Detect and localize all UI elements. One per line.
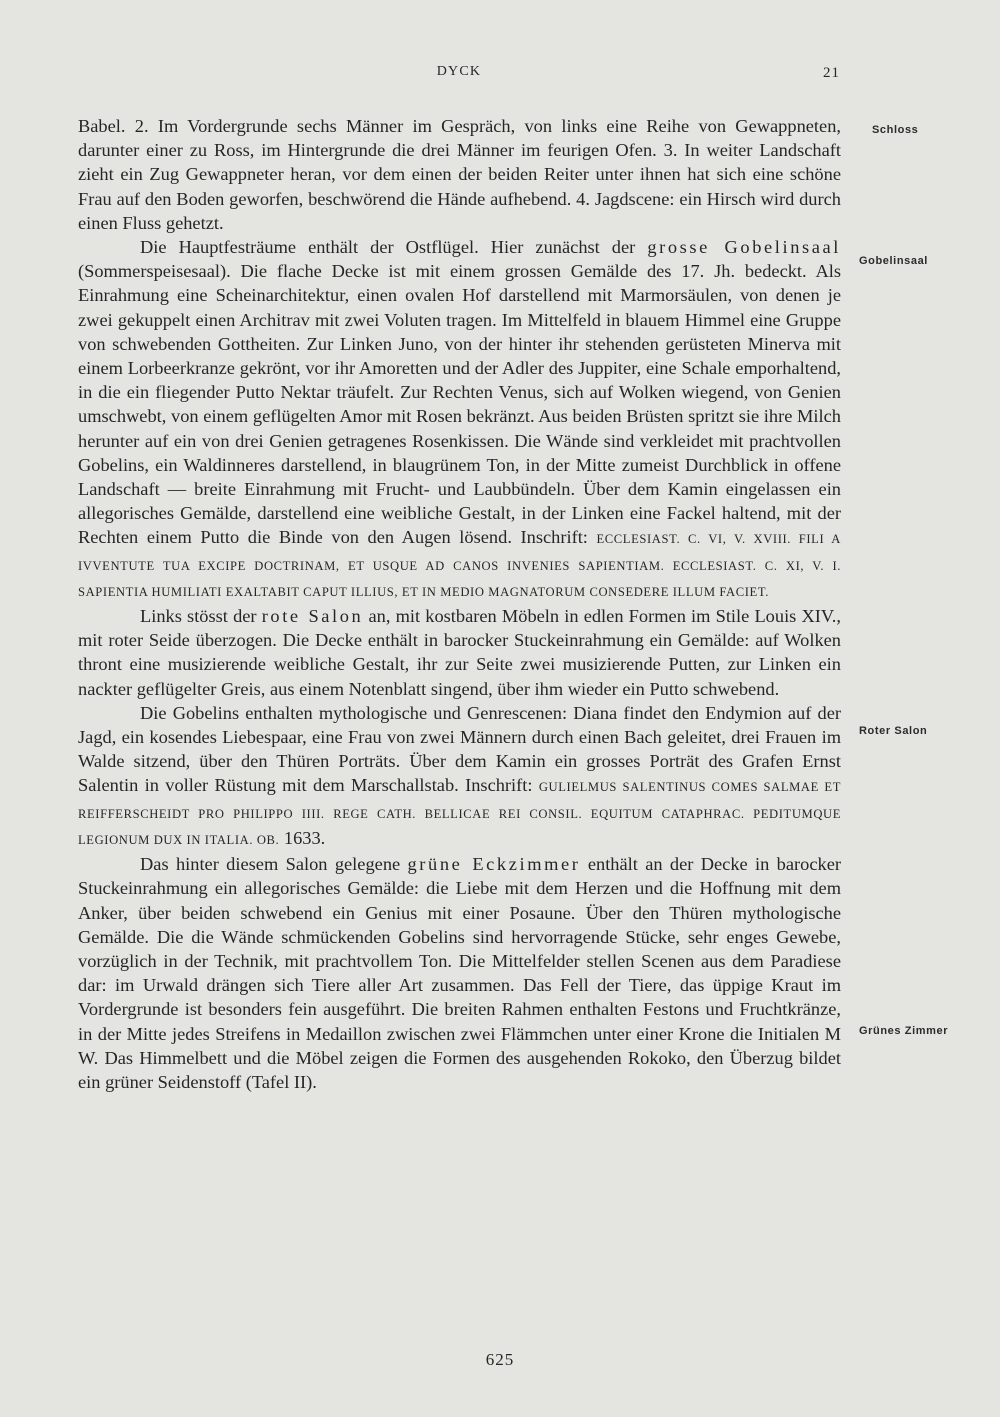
paragraph-roter-salon (78, 604, 841, 701)
paragraph-text: enthält an der Decke in barocker Stuckeinrahmung ein allegorisches Gemälde: die Liebe mit dem Herzen und die Hoffnung mit dem Anker, über beiden schwebend ein Genius mit einer Posaune. Über den Thüren mythologische Gemälde. Die die Wände schmückenden Gobelins sind hervorragende Stücke, sehr enges Gewebe, vorzüglich in der Technik, mit prachtvollem Ton. Die Mittelfelder stellen Scenen aus dem Paradiese dar: im Urwald drängen sich Tiere aller Art zusammen. Das Fell der Tiere, das üppige Kraut im Vordergrunde ist besonders fein ausgeführt. Die breiten Rahmen enthalten Festons und Fruchtkränze, in der Mitte jedes Streifens in Medaillon zwischen zwei Flämmchen unter einer Krone die Initialen M W. Das Himmelbett und die Möbel zeigen die Formen des ausgehenden Rokoko, den Überzug bildet ein grüner Seidenstoff (Tafel II). (78, 854, 841, 1092)
paragraph-babel (78, 114, 841, 235)
paragraph-lead: Das hinter diesem Salon gelegene (140, 854, 408, 875)
inscription-year: 1633. (283, 827, 326, 848)
page-number: 21 (823, 65, 840, 81)
paragraph-gobelins (78, 701, 841, 852)
margin-note-roter-salon: Roter Salon (859, 725, 928, 737)
footer-page-number: 625 (485, 1350, 515, 1369)
paragraph-gruenes-eckzimmer (78, 852, 841, 1094)
paragraph-text: Die Gobelins enthalten mythologische und Genrescenen: Diana findet den Endymion auf der Jagd, ein kosendes Liebespaar, eine Frau von zwei Männern durch einen Bach geleitet, drei Frauen im Walde sitzend, über den Thüren Porträts. Über dem Kamin ein grosses Porträt des Grafen Ernst Salentin in voller Rüstung mit dem Marschallstab. Inschrift: (78, 702, 841, 796)
margin-note-schloss: Schloss (872, 124, 919, 136)
inscription-ecclesiast: ECCLESIAST. C. VI, V. XVIII. FILI A IVVENTUTE TUA EXCIPE DOCTRINAM, ET USQUE AD CANOS INVENIES SAPIENTIAM. ECCLESIAST. C. XI, V. I. SAPIENTIA HUMILIATI EXALTABIT CAPUT ILLIUS, ET IN MEDIO MAGNATORUM CONSEDERE ILLUM FACIET. (78, 532, 841, 599)
paragraph-text: Babel. 2. Im Vordergrunde sechs Männer im Gespräch, von links eine Reihe von Gewappneten, darunter einer zu Ross, im Hintergrunde die drei Männer im feurigen Ofen. 3. In weiter Landschaft zieht ein Zug Gewappneter heran, vor dem einen der beiden Reiter unter ihnen hat sich eine schöne Frau auf den Boden geworfen, beschwörend die Hände aufhebend. 4. Jagdscene: ein Hirsch wird durch einen Fluss gehetzt. (78, 116, 841, 233)
running-head: DYCK (436, 64, 482, 79)
margin-note-gobelinsaal: Gobelinsaal (859, 255, 928, 267)
spaced-term-roter-salon: rote Salon (261, 606, 364, 627)
inscription-gulielmus: GULIELMUS SALENTINUS COMES SALMAE ET REIFFERSCHEIDT PRO PHILIPPO IIII. REGE CATH. BELLICAE REI CONSIL. EQUITUM CATAPHRAC. PEDITUMQUE LEGIONUM DUX IN ITALIA. OB. (78, 780, 841, 847)
paragraph-lead: Die Hauptfesträume enthält der Ostflügel. Hier zunächst der (140, 237, 648, 258)
paragraph-gobelinsaal (78, 235, 841, 604)
body-text (78, 114, 841, 1094)
paragraph-text: an, mit kostbaren Möbeln in edlen Formen im Stile Louis XIV., mit roter Seide überzogen. Die Decke enthält in barocker Stuckeinrahmung ein Gemälde: auf Wolken thront eine musizierende weibliche Gestalt, ihr zur Seite zwei musizierende Putten, zur Linken ein nackter geflügelter Greis, aus einem Notenblatt singend, über ihm wieder ein Putto schwebend. (78, 606, 841, 699)
paragraph-text: (Sommerspeisesaal). Die flache Decke ist mit einem grossen Gemälde des 17. Jh. bedeckt. Als Einrahmung eine Scheinarchitektur, einen ovalen Hof darstellend mit Marmorsäulen, von denen je zwei gekuppelt einen Architrav mit zwei Voluten tragen. Im Mittelfeld in blauem Himmel eine Gruppe von schwebenden Gottheiten. Zur Linken Juno, von der hinter ihr stehenden gerüsteten Minerva mit einem Lorbeerkranze gekrönt, vor ihr Amoretten und der Adler des Juppiter, eine Schale emporhaltend, in die ein fliegender Putto Nektar träufelt. Zur Rechten Venus, sich auf Wolken wiegend, von Genien umschwebt, von einem geflügelten Amor mit Rosen bekränzt. Aus beiden Brüsten spritzt sie ihre Milch herunter auf ein von drei Genien getragenes Rosenkissen. Die Wände sind verkleidet mit prachtvollen Gobelins, ein Waldinneres darstellend, in blaugrünem Ton, in der Mitte zumeist Durchblick in offene Landschaft — breite Einrahmung mit Frucht- und Laubbündeln. Über dem Kamin eingelassen ein allegorisches Gemälde, darstellend eine weibliche Gestalt, in der Linken eine Fackel haltend, mit der Rechten einem Putto die Binde von den Augen lösend. Inschrift: (78, 261, 841, 548)
paragraph-lead: Links stösst der (140, 606, 262, 627)
margin-note-gruenes-zimmer: Grünes Zimmer (859, 1025, 949, 1037)
spaced-term-gruenes-eckzimmer: grüne Eckzimmer (407, 854, 581, 875)
page-header (78, 64, 840, 86)
spaced-term-gobelinsaal: grosse Gobelinsaal (647, 237, 841, 258)
